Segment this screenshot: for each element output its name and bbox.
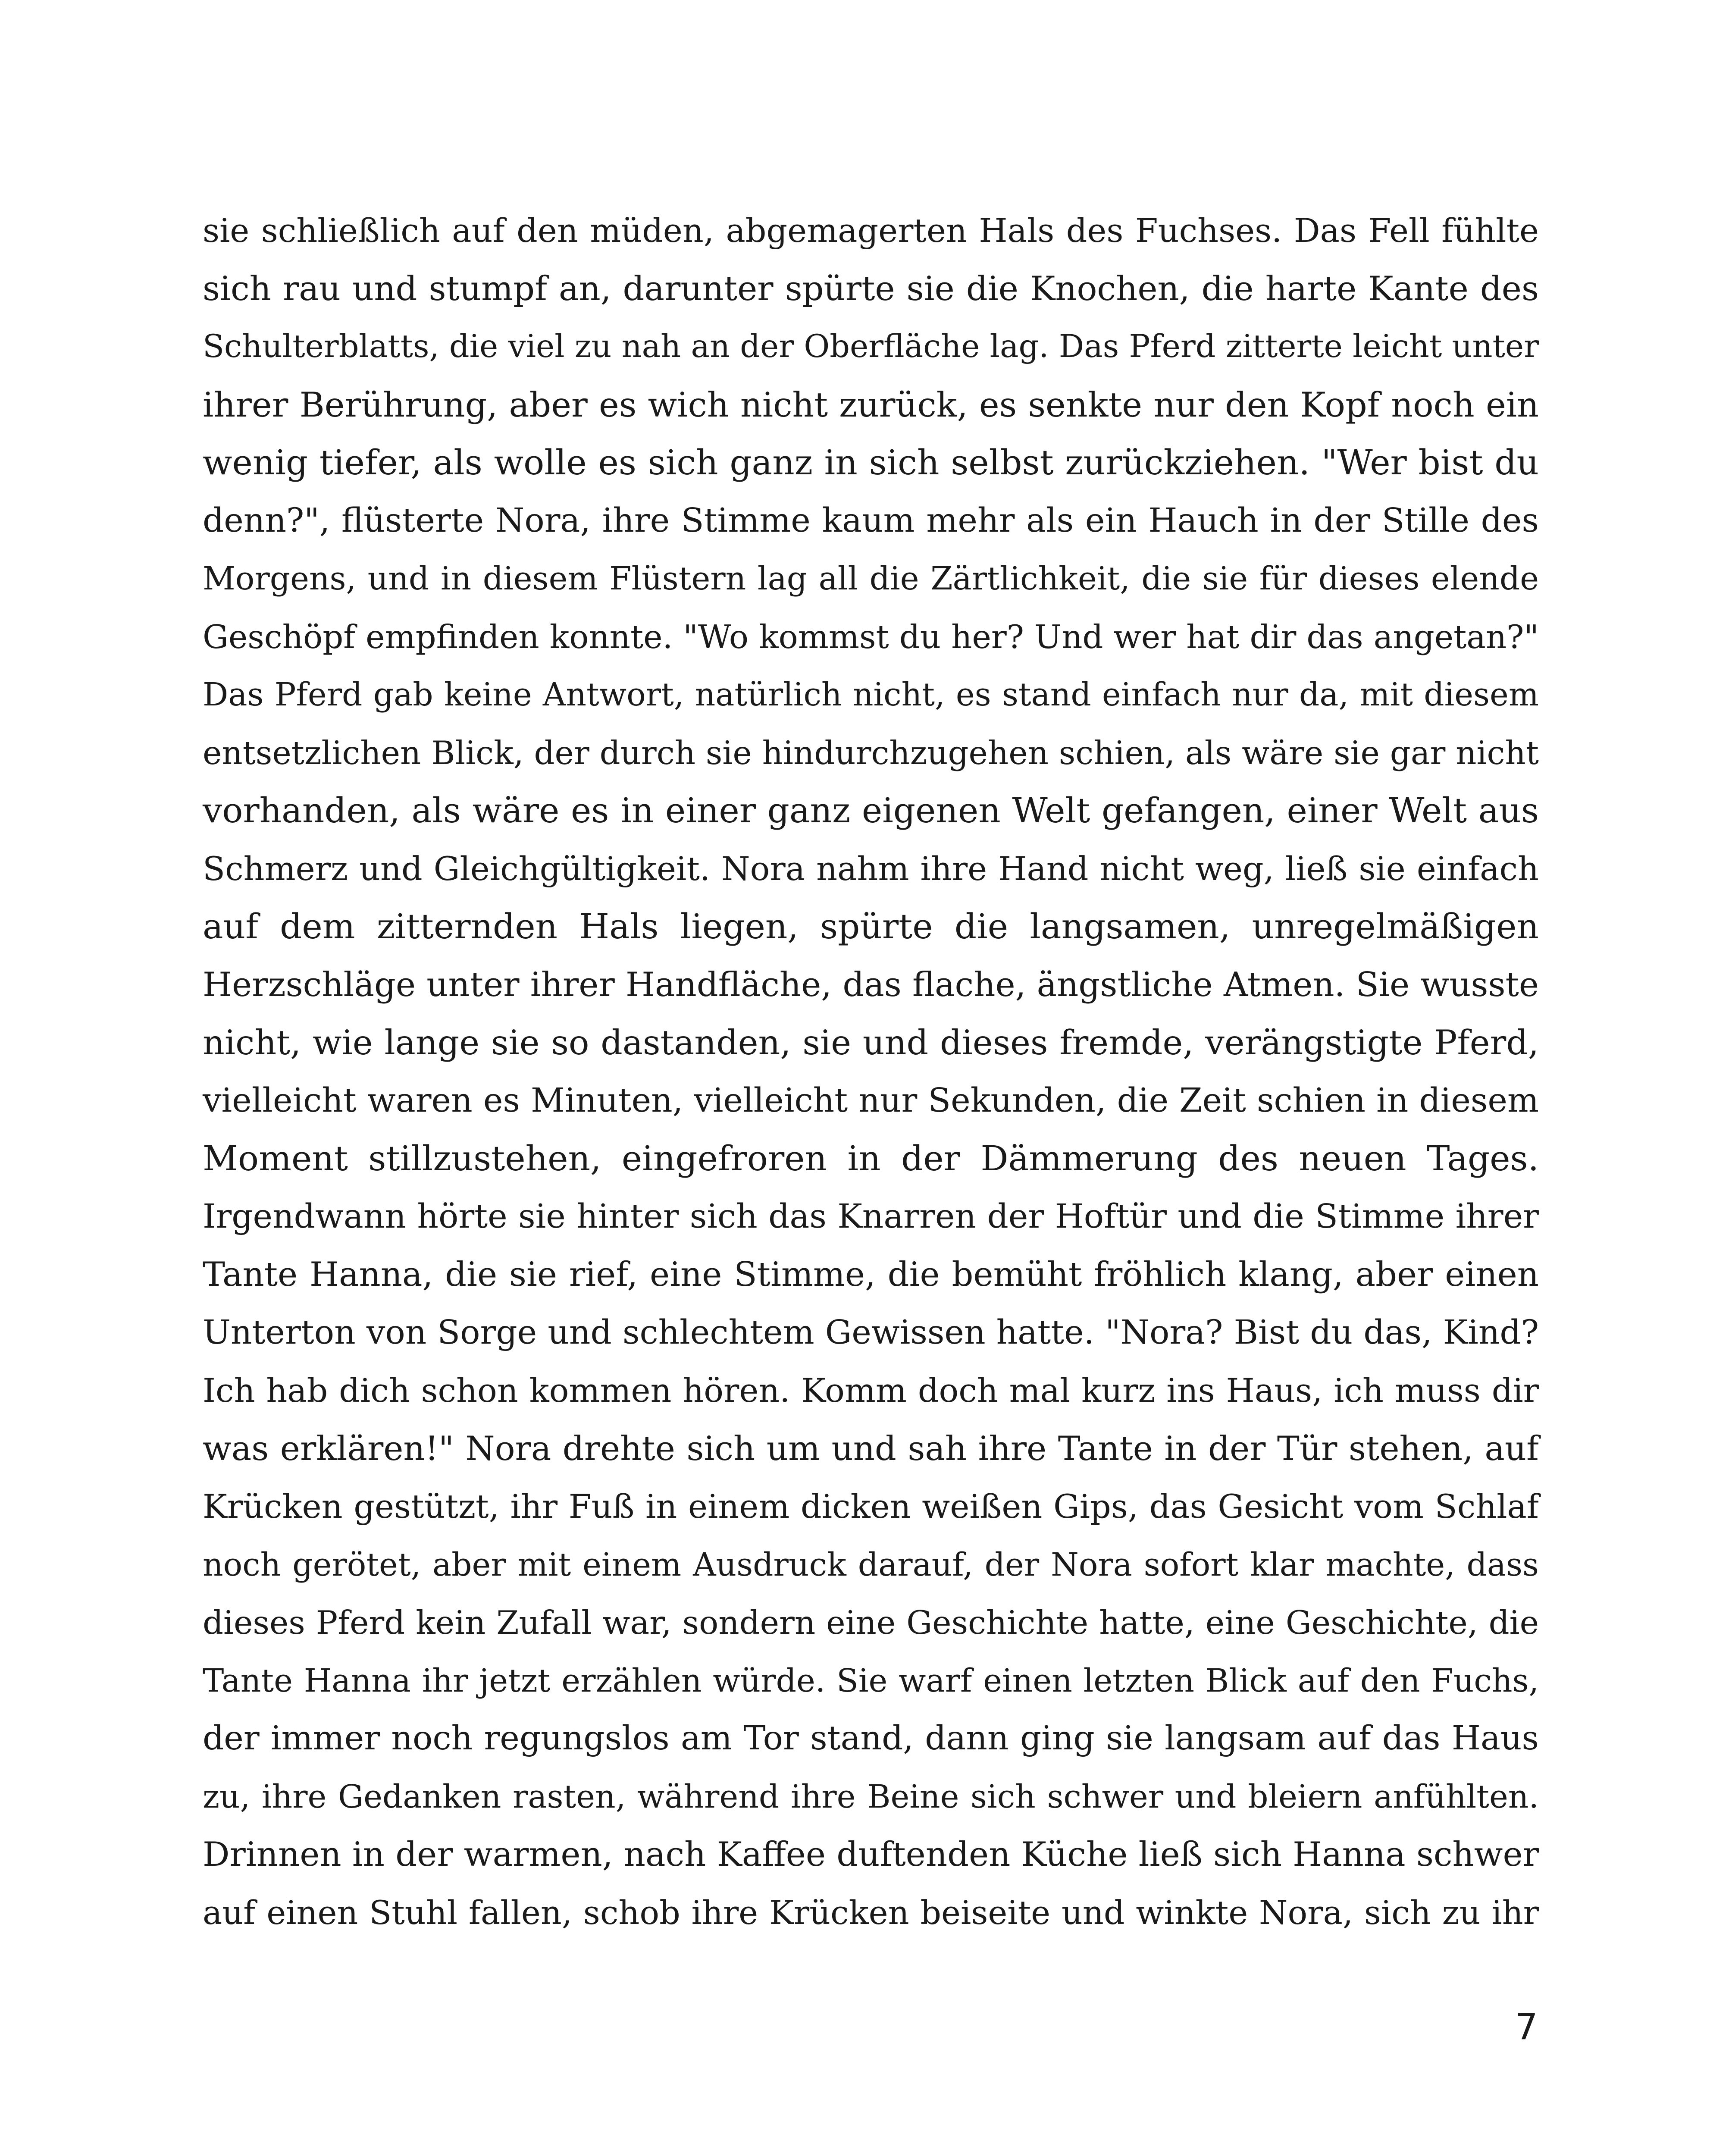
text-line: denn?", flüsterte Nora, ihre Stimme kaum mehr als ein Hauch in der Stille des — [203, 501, 1539, 540]
text-line: auf einen Stuhl fallen, schob ihre Krücken beiseite und winkte Nora, sich zu ihr — [203, 1893, 1539, 1932]
text-line: wenig tiefer, als wolle es sich ganz in sich selbst zurückziehen. "Wer bist du — [203, 442, 1539, 483]
text-line: was erklären!" Nora drehte sich um und sah ihre Tante in der Tür stehen, auf — [203, 1429, 1539, 1468]
text-line: sie schließlich auf den müden, abgemagerten Hals des Fuchses. Das Fell fühlte — [203, 211, 1539, 250]
text-line: Tante Hanna, die sie rief, eine Stimme, die bemüht fröhlich klang, aber einen — [203, 1255, 1539, 1294]
text-line: auf dem zitternden Hals liegen, spürte die langsamen, unregelmäßigen — [203, 906, 1539, 946]
page-number: 7 — [1515, 2006, 1538, 2048]
text-line: vorhanden, als wäre es in einer ganz eigenen Welt gefangen, einer Welt aus — [203, 790, 1539, 830]
text-line: Schmerz und Gleichgültigkeit. Nora nahm ihre Hand nicht weg, ließ sie einfach — [203, 849, 1539, 888]
text-line: Morgens, und in diesem Flüstern lag all die Zärtlichkeit, die sie für dieses elende — [203, 560, 1539, 597]
text-line: noch gerötet, aber mit einem Ausdruck darauf, der Nora sofort klar machte, dass — [203, 1546, 1539, 1583]
text-line: zu, ihre Gedanken rasten, während ihre Beine sich schwer und bleiern anfühlten. — [203, 1778, 1539, 1815]
text-line: dieses Pferd kein Zufall war, sondern eine Geschichte hatte, eine Geschichte, die — [203, 1604, 1539, 1642]
text-line: Das Pferd gab keine Antwort, natürlich nicht, es stand einfach nur da, mit diesem — [203, 676, 1539, 713]
text-line: ihrer Berührung, aber es wich nicht zurück, es senkte nur den Kopf noch ein — [203, 385, 1539, 425]
text-line: Irgendwann hörte sie hinter sich das Knarren der Hoftür und die Stimme ihrer — [203, 1197, 1539, 1236]
text-line: Drinnen in der warmen, nach Kaffee duftenden Küche ließ sich Hanna schwer — [203, 1835, 1539, 1874]
text-line: vielleicht waren es Minuten, vielleicht nur Sekunden, die Zeit schien in diesem — [203, 1081, 1539, 1120]
text-line: Schulterblatts, die viel zu nah an der Oberfläche lag. Das Pferd zitterte leicht unter — [203, 328, 1539, 365]
body-text — [203, 202, 1539, 1942]
text-line: entsetzlichen Blick, der durch sie hindurchzugehen schien, als wäre sie gar nicht — [203, 733, 1539, 772]
text-line: Unterton von Sorge und schlechtem Gewissen hatte. "Nora? Bist du das, Kind? — [203, 1313, 1539, 1352]
text-line: Ich hab dich schon kommen hören. Komm doch mal kurz ins Haus, ich muss dir — [203, 1371, 1539, 1410]
text-line: sich rau und stumpf an, darunter spürte sie die Knochen, die harte Kante des — [203, 269, 1539, 308]
text-line: nicht, wie lange sie so dastanden, sie und dieses fremde, verängstigte Pferd, — [203, 1023, 1539, 1062]
text-line: der immer noch regungslos am Tor stand, dann ging sie langsam auf das Haus — [203, 1719, 1539, 1758]
text-line: Tante Hanna ihr jetzt erzählen würde. Sie warf einen letzten Blick auf den Fuchs, — [203, 1662, 1539, 1699]
text-line: Moment stillzustehen, eingefroren in der Dämmerung des neuen Tages. — [203, 1138, 1539, 1178]
text-line: Geschöpf empfinden konnte. "Wo kommst du her? Und wer hat dir das angetan?" — [203, 617, 1539, 656]
text-line: Herzschläge unter ihrer Handfläche, das flache, ängstliche Atmen. Sie wusste — [203, 965, 1539, 1004]
text-line: Krücken gestützt, ihr Fuß in einem dicken weißen Gips, das Gesicht vom Schlaf — [203, 1487, 1539, 1526]
